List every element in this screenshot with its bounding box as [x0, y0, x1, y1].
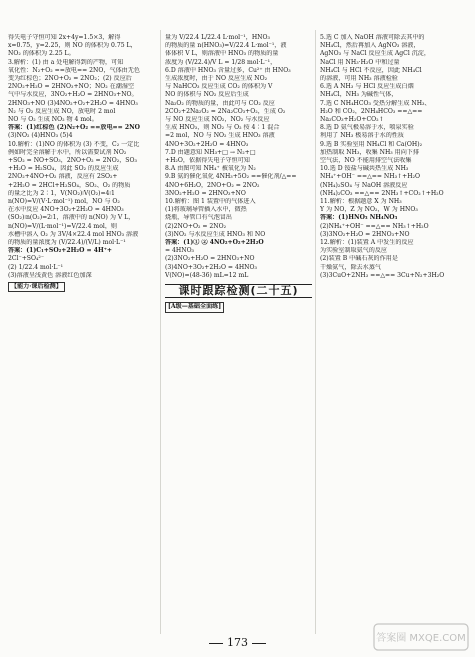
text-line: 的物质的量浓度为 (V/22.4)/(V/L) mol·L⁻¹ — [8, 239, 126, 247]
text-line: NO₂ 的体积为 2.25 L。 — [8, 50, 75, 58]
text-line: 7.D 由题意知 NH₃+□ → N₂+□ — [165, 148, 256, 156]
text-line: 例如时完全溶解于水中，所以需要试剂 NO₂ — [8, 148, 127, 156]
text-line: (3)溶液呈浅黄色 溶液红色加深 — [8, 271, 92, 279]
text-line: 2HNO₃+NO (3)4NO₂+O₂+2H₂O = 4HNO₃ — [8, 99, 138, 107]
text-line: (2)2NO+O₂ = 2NO₂ — [165, 222, 227, 230]
watermark-text: 答案圈 MXQE.COM — [376, 633, 466, 644]
text-line: 得失电子守恒可知 2x+4y=1.5×3，解得 — [8, 34, 121, 41]
section-label-consolidate: 【能力·课后检测】 — [8, 282, 65, 292]
text-line: 烧瓶，导管口有气泡冒出 — [165, 214, 233, 222]
text-line: NH₄Cl 与 HCl 不反应，因此 NH₄Cl — [320, 66, 422, 74]
text-line: (3)NO₂ 与水反应生成 HNO₃ 和 NO — [165, 230, 266, 238]
text-line: 9.选 B 实验室用 NH₄Cl 和 Ca(OH)₂ — [320, 140, 423, 148]
text-line: 与 NO 反应生成 NO₂，NO₂ 与水反应 — [165, 116, 270, 124]
text-line: (3)3CuO+2NH₃ ==△== 3Cu+N₂+3H₂O — [320, 271, 445, 279]
text-line: 体体积 V L，则溶液中 HNO₃ 的物质的量 — [165, 50, 279, 58]
text-line: V(NO)=(48-36) mL=12 mL — [165, 271, 249, 279]
text-line: +H₂O = H₂SO₄，因此 SO₂ 的反应生成 — [8, 165, 119, 173]
text-line: (SO₂)∶n(O₂)=2∶1，溶液中的 n(NO) 为 V L， — [8, 214, 135, 222]
text-line: NH₄⁺+OH⁻ ==△== NH₃↑+H₂O — [320, 173, 420, 181]
text-line: 11.解析：根据题意 X 为 NH₃ — [320, 198, 402, 206]
text-line: 2NO₂+H₂O = 2HNO₃+NO；NO₂ 在潮湿空 — [8, 83, 135, 91]
answer-line: 答案：(1)① ② 4NO₂+O₂+2H₂O — [165, 239, 264, 247]
text-line: 生成 HNO₃，则 NO₂ 与 O₂ 按 4∶1 混合 — [165, 124, 280, 132]
text-line: 10.解析：(1)NO 的体积为 (3) 不变，C₂ 一定比 — [8, 140, 140, 148]
text-line: 2NO₂+4NO+O₂ 溶液，反应有 2SO₂+ — [8, 173, 118, 181]
text-line: 气中与水反应，3NO₂+H₂O = 2HNO₃+NO。 — [8, 91, 138, 99]
text-line: (NH₄)₂CO₃ ==△== 2NH₃↑+CO₂↑+H₂O — [320, 189, 444, 197]
text-line: 量为 V/22.4 L/22.4 L·mol⁻¹，HNO₃ — [165, 34, 270, 41]
text-line: 的量之比为 2∶1，V(NO₂)∶V(O₂)=4∶1 — [8, 189, 115, 197]
text-line: 5.选 C 加入 NaOH 溶液可除去其中的 — [320, 34, 425, 41]
text-line: 8.A 由图可知 NH₄⁺ 被氧化为 N₂ — [165, 165, 256, 173]
page-number-dash — [209, 643, 223, 644]
text-line: H₂O 和 CO₂，2NH₄HCO₃ ==△== — [320, 107, 423, 115]
watermark-logo — [373, 623, 469, 651]
text-line: 10.选 D 铵盐与碱共热生成 NH₃ — [320, 165, 409, 173]
text-line: 2CO₂+2Na₂O₂ = 2Na₂CO₃+O₂，生成 O₂ — [165, 107, 286, 115]
text-line: 6.D 溶液中 HNO₃ 含量过多，Cu²⁺ 由 HNO₃ — [165, 66, 291, 74]
text-line: (1)将玻璃导管插入水中，微热 — [165, 206, 247, 214]
text-line: Y 为 NO，Z 为 NO₂，W 为 HNO₃ — [320, 206, 418, 214]
text-line: (3)4NO+3O₂+2H₂O = 4HNO₃ — [165, 263, 257, 271]
text-line: 12.解析：(1)装置 A 中发生的反应 — [320, 239, 414, 247]
text-line: +SO₂ = NO+SO₃，2NO+O₂ = 2NO₂，SO₃ — [8, 157, 137, 165]
text-line: 为实验室制取氨气的反应 — [320, 247, 388, 255]
text-line: x=0.75，y=2.25，则 NO 的体积为 0.75 L， — [8, 42, 137, 50]
text-line: (2) 1/22.4 mol·L⁻¹ — [8, 263, 64, 271]
text-line: (3)3NO₂+H₂O = 2HNO₃+NO — [320, 230, 410, 238]
text-line: (3)NO₂ (4)HNO₃ (5)4 — [8, 132, 73, 140]
page-number-dash — [252, 643, 266, 644]
text-line: 水槽中溶入 O₂ 为 3V/4×22.4 mol HNO₃ 溶液 — [8, 230, 139, 238]
text-line: 生成浓度时，由于 NO 反应生成 NO₂ — [165, 75, 268, 83]
text-line: NO 的体积与 NO₂ 反应后生成 — [165, 91, 249, 99]
text-line: (NH₄)₂SO₄ 与 NaOH 溶液反应 — [320, 181, 408, 189]
text-line: 空气法，NO 不能用排空气法收集 — [320, 157, 412, 165]
column-divider — [160, 30, 161, 634]
text-line: 6.选 A NH₃ 与 HCl 反应生成白烟 — [320, 83, 414, 91]
answer-line: 答案：(1)C₁+SO₂+2H₂O = 4H⁺+ — [8, 247, 113, 255]
text-line: (2)装置 B 中碱石灰的作用是 — [320, 255, 398, 263]
text-line: NO 与 O₂ 生成 NO₂ 物 4 mol。 — [8, 116, 98, 124]
text-line: NH₄Cl，NH₃ 为碱性气体， — [320, 91, 398, 99]
text-line: (2)3NO₂+H₂O = 2HNO₃+NO — [165, 255, 255, 263]
text-line: 10.解析：图 1 装置中的气体进入 — [165, 198, 256, 206]
column-divider — [315, 30, 316, 634]
text-line: 4NO+3O₂+2H₂O = 4HNO₃ — [165, 140, 249, 148]
text-line: 7.选 C NH₄HCO₃ 受热分解生成 NH₃、 — [320, 99, 431, 107]
text-line: AgNO₃ 与 NaCl 反应生成 AgCl 沉淀， — [320, 50, 430, 58]
text-line: 8.选 D 氨气极易溶于水，喷泉实验 — [320, 124, 414, 132]
text-line: =2 mol，NO 与 NO₂ 生成 HNO₃ 溶液 — [165, 132, 275, 140]
text-line: +H₂O，依据得失电子守恒可知 — [165, 157, 250, 165]
text-line: n(NO)=V/(V·L·mol⁻¹) mol，NO 与 O₂ — [8, 198, 120, 206]
text-column-2 — [165, 34, 312, 634]
section-label-basic: [A级—基础全面练] — [165, 302, 224, 312]
answer-line: 答案：(1)红棕色 (2)N₂+O₂ ==放电== 2NO — [8, 124, 140, 132]
text-line: 在水中反应 4NO+3O₂+2H₂O = 4HNO₃ — [8, 206, 124, 214]
text-line: 氧化性：N₂+O₂ ==放电== 2NO，气体由无色 — [8, 66, 140, 74]
text-line: N₂ 与 O₂ 反应生成 NO，放电时 2 mol — [8, 107, 116, 115]
text-line: 的物质的量 n(HNO₃)=V/22.4 L·mol⁻¹，液 — [165, 42, 287, 50]
text-line: 2Cl⁻+SO₄²⁻ — [8, 255, 45, 263]
text-line: 变为红棕色；2NO+O₂ = 2NO₂；(2) 反应后 — [8, 75, 132, 83]
text-line: 与 NaHCO₃ 反应生成 CO₂ 的体积为 V — [165, 83, 273, 91]
text-line: 3NO₂+H₂O = 2HNO₃+NO — [165, 189, 246, 197]
text-column-1 — [8, 34, 155, 634]
text-line: NH₄Cl，然后再加入 AgNO₃ 溶液， — [320, 42, 420, 50]
text-line: Na₂CO₃+H₂O+CO₂↑ — [320, 116, 384, 124]
text-line: NaCl 用 NH₃·H₂O 中和过量 — [320, 58, 400, 66]
text-line: 浓度为 (V/22.4)/V L = 1/28 mol·L⁻¹， — [165, 58, 277, 66]
text-line: 9.B 氨的催化氧化 4NH₃+5O₂ ==催化剂/△== — [165, 173, 297, 181]
text-line: (2)NH₄⁺+OH⁻ ==△== NH₃↑+H₂O — [320, 222, 429, 230]
text-line: = 4HNO₃ — [165, 247, 195, 255]
text-line: n(NO)=V/(L·mol⁻¹)=V/22.4 mol，则 — [8, 222, 118, 230]
text-line: 干燥氨气，除去水蒸气 — [320, 263, 381, 271]
text-line: 3.解析：(1) 由 a 处电解得到的产物，可知 — [8, 58, 124, 66]
text-line: 利用了 NH₃ 极易溶于水的性质 — [320, 132, 404, 140]
page-number-text: 173 — [227, 636, 248, 649]
text-line: 4NO+6H₂O，2NO+O₂ = 2NO₂ — [165, 181, 260, 189]
lesson-title: 课时跟踪检测(二十五) — [165, 284, 312, 298]
text-line: 的溶液，可用 NH₃ 溶液检验 — [320, 75, 398, 83]
text-line: Na₂O₂ 的物质的量，由此可与 CO₂ 反应 — [165, 99, 275, 107]
text-line: 加热制取 NH₃，收集 NH₃ 用向下排 — [320, 148, 420, 156]
answer-line: 答案：(1)HNO₃ NH₄NO₃ — [320, 214, 398, 222]
text-column-3 — [320, 34, 470, 634]
text-line: +2H₂O = 2HCl+H₂SO₄，SO₂、O₂ 的物质 — [8, 181, 131, 189]
